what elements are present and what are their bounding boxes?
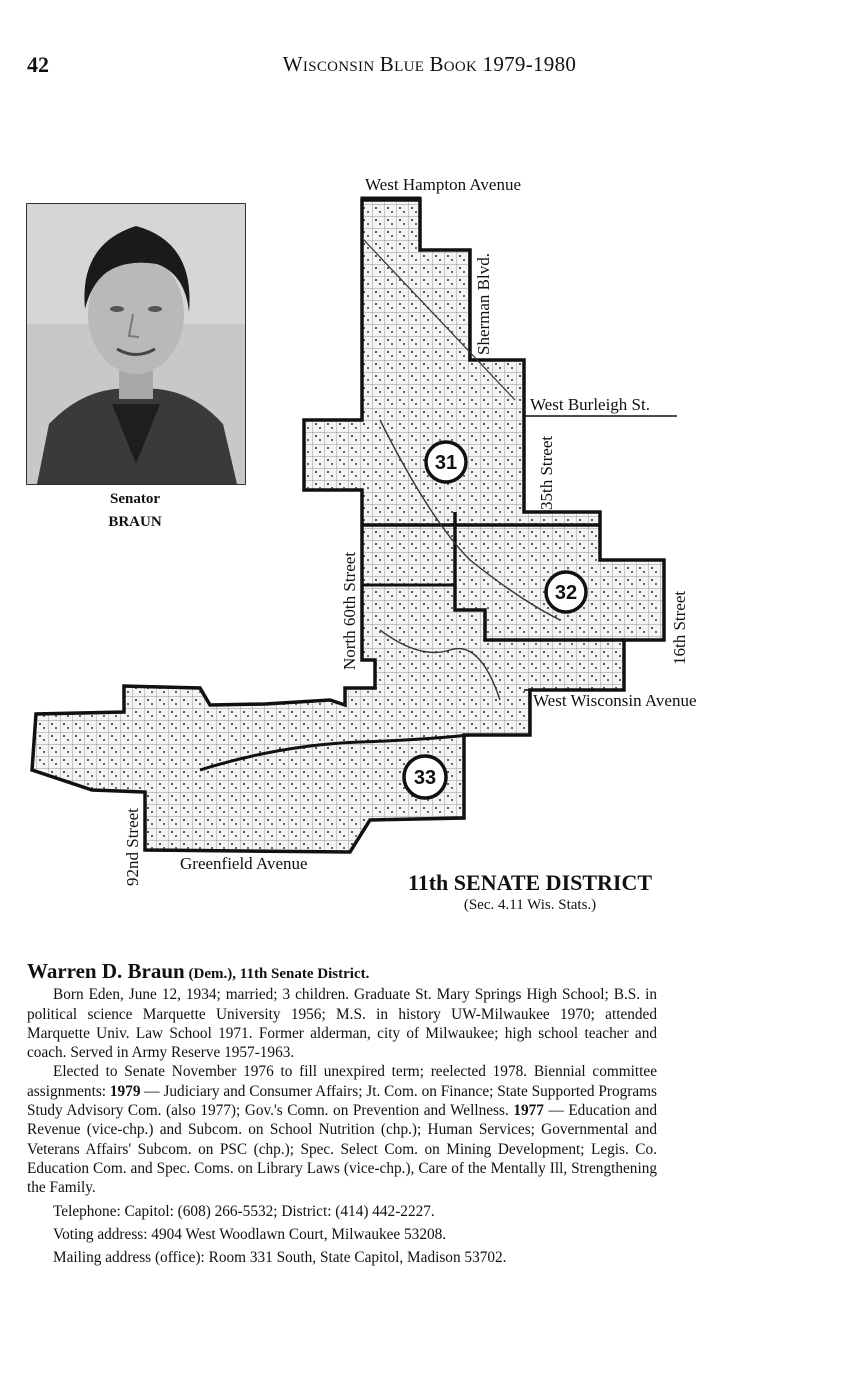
bio-year-1979: 1979	[109, 1082, 141, 1100]
senator-party: (Dem.)	[188, 966, 233, 982]
bio-paragraph-1: Born Eden, June 12, 1934; married; 3 children. Graduate St. Mary Springs High School; B.S. in political science Marquette University 1956; M.S. in history UW-Milwaukee 1970; attended Marquette Univ. Law School 1971. Former alderman, city of Milwaukee; high school teacher and coach. Served in Army Reserve 1957-1963.	[27, 986, 657, 1062]
district-map	[0, 160, 859, 900]
district-map-svg	[0, 160, 859, 900]
bio-year-1977: 1977	[513, 1102, 544, 1120]
street-16th: 16th Street	[670, 590, 689, 665]
header-w: W	[282, 52, 303, 76]
district-label-31: 31	[434, 452, 458, 474]
header-b: B	[379, 52, 395, 76]
header-lue: LUE	[394, 59, 425, 75]
bio-paragraph-2	[27, 1062, 657, 1197]
bio-telephone: Telephone: Capitol: (608) 266-5532; District: (414) 442-2227.	[53, 1202, 435, 1220]
bio-heading	[27, 959, 657, 984]
street-92nd: 92nd Street	[123, 808, 142, 886]
street-north-60th: North 60th Street	[340, 551, 359, 670]
district-label-33: 33	[413, 767, 437, 789]
street-west-burleigh: West Burleigh St.	[530, 395, 650, 414]
page-number: 42	[27, 52, 49, 77]
running-header	[0, 52, 859, 77]
header-b2: B	[429, 52, 444, 76]
header-ook: OOK	[443, 59, 478, 75]
district-label-32: 32	[554, 582, 578, 604]
bio-voting-address: Voting address: 4904 West Woodlawn Court, Milwaukee 53208.	[53, 1225, 447, 1243]
district-marker-33	[404, 756, 446, 798]
street-35th: 35th Street	[537, 435, 556, 510]
photo-caption-name: BRAUN	[108, 514, 162, 530]
district-marker-31	[426, 442, 466, 482]
photo-caption-title: Senator	[110, 491, 160, 507]
header-isconsin: ISCONSIN	[302, 59, 375, 75]
bio-p2-b: — Judiciary and Consumer Affairs; Jt. Com. on Finance; State Supported Programs Study Advisory Com. (also 1977); Gov.'s Comn. on Prevention and Wellness.	[27, 1082, 657, 1120]
bio-mailing-address: Mailing address (office): Room 331 South, State Capitol, Madison 53702.	[53, 1249, 507, 1267]
street-west-hampton: West Hampton Avenue	[365, 175, 522, 194]
bio-p2-a: Elected to Senate November 1976 to fill unexpired term; reelected 1978. Biennial committee assignments:	[27, 1063, 657, 1100]
bio-p2-c: — Education and Revenue (vice-chp.) and Subcom. on School Nutrition (chp.); Human Services; Governmental and Veterans Affairs' Subcom. on PSC (chp.); Spec. Select Com. on Mining Development; Legis. Co. Education Com. and Spec. Coms. on Library Laws (vice-chp.), Care of the Mentally Ill, Strengthening the Family.	[27, 1102, 657, 1197]
street-greenfield: Greenfield Avenue	[180, 854, 308, 873]
senator-district: , 11th Senate District.	[232, 966, 370, 982]
district-marker-32	[546, 572, 586, 612]
biography	[27, 959, 657, 1267]
street-sherman: Sherman Blvd.	[474, 253, 493, 355]
senator-name: Warren D. Braun	[27, 959, 185, 983]
header-years: 1979-1980	[482, 52, 577, 76]
district-title: 11th SENATE DISTRICT	[407, 870, 653, 895]
district-subtitle: (Sec. 4.11 Wis. Stats.)	[463, 897, 597, 913]
street-west-wisconsin: West Wisconsin Avenue	[533, 691, 697, 710]
